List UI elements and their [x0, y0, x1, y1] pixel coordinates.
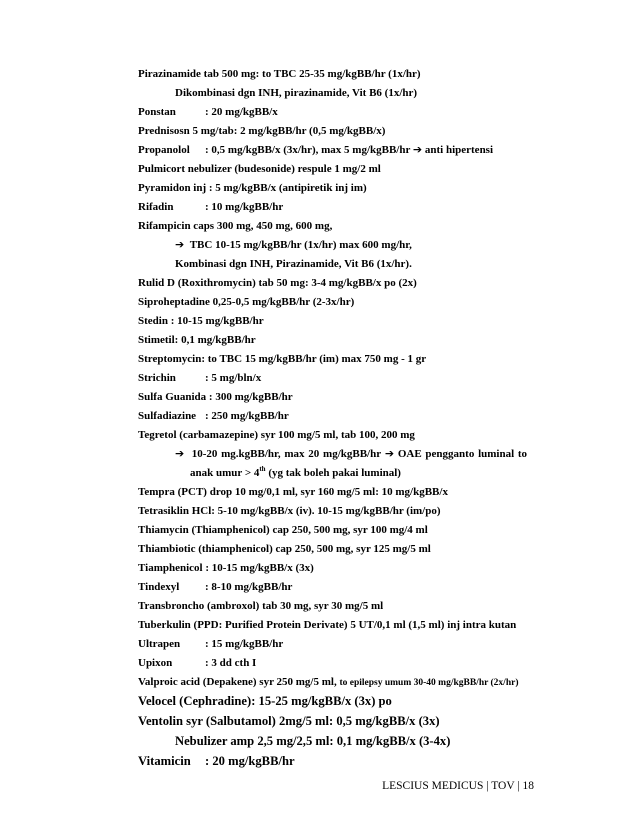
page-footer: LESCIUS MEDICUS | TOV | 18: [382, 780, 534, 792]
entry-tempra: Tempra (PCT) drop 10 mg/0,1 ml, syr 160 mg/5 ml: 10 mg/kgBB/x: [138, 486, 448, 498]
entry-vitamicin: Vitamicin : 20 mg/kgBB/hr: [138, 754, 295, 768]
entry-tindexyl: Tindexyl : 8-10 mg/kgBB/hr: [138, 581, 293, 593]
entry-ultrapen: Ultrapen : 15 mg/kgBB/hr: [138, 638, 284, 650]
entry-tuberkulin: Tuberkulin (PPD: Purified Protein Derivate) 5 UT/0,1 ml (1,5 ml) inj intra kutan: [138, 619, 517, 631]
entry-stimetil: Stimetil: 0,1 mg/kgBB/hr: [138, 334, 256, 346]
entry-stedin: Stedin : 10-15 mg/kgBB/hr: [138, 315, 264, 327]
entry-rifampicin-tbc: ➔ TBC 10-15 mg/kgBB/hr (1x/hr) max 600 mg/hr,: [175, 238, 412, 251]
entry-ventolin-nebulizer: Nebulizer amp 2,5 mg/2,5 ml: 0,1 mg/kgBB/x (3-4x): [175, 734, 451, 748]
entry-upixon: Upixon : 3 dd cth I: [138, 657, 257, 669]
entry-tegretol: Tegretol (carbamazepine) syr 100 mg/5 ml, tab 100, 200 mg: [138, 429, 415, 441]
entry-rifampicin-combo: Kombinasi dgn INH, Pirazinamide, Vit B6 (1x/hr).: [175, 258, 412, 270]
entry-thiambiotic: Thiambiotic (thiamphenicol) cap 250, 500 mg, syr 125 mg/5 ml: [138, 543, 431, 555]
entry-ventolin: Ventolin syr (Salbutamol) 2mg/5 ml: 0,5 mg/kgBB/x (3x): [138, 714, 440, 728]
arrow-icon: ➔: [384, 447, 395, 460]
arrow-icon: ➔: [175, 238, 185, 251]
entry-ponstan: Ponstan : 20 mg/kgBB/x: [138, 106, 278, 118]
entry-rifadin: Rifadin : 10 mg/kgBB/hr: [138, 201, 284, 213]
entry-tiamphenicol: Tiamphenicol : 10-15 mg/kgBB/x (3x): [138, 562, 314, 574]
entry-siproheptadine: Siproheptadine 0,25-0,5 mg/kgBB/hr (2-3x/hr): [138, 296, 355, 308]
entry-rifampicin: Rifampicin caps 300 mg, 450 mg, 600 mg,: [138, 220, 333, 232]
entry-velocel: Velocel (Cephradine): 15-25 mg/kgBB/x (3x) po: [138, 694, 392, 708]
entry-pulmicort: Pulmicort nebulizer (budesonide) respule 1 mg/2 ml: [138, 163, 381, 175]
entry-thiamycin: Thiamycin (Thiamphenicol) cap 250, 500 mg, syr 100 mg/4 ml: [138, 524, 428, 536]
arrow-icon: ➔: [175, 447, 185, 460]
entry-strichin: Strichin : 5 mg/bln/x: [138, 372, 262, 384]
entry-tetrasiklin: Tetrasiklin HCl: 5-10 mg/kgBB/x (iv). 10-15 mg/kgBB/hr (im/po): [138, 505, 441, 517]
entry-pirazinamide: Pirazinamide tab 500 mg: to TBC 25-35 mg/kgBB/hr (1x/hr): [138, 68, 421, 80]
entry-valproic-acid: Valproic acid (Depakene) syr 250 mg/5 ml, to epilepsy umum 30-40 mg/kgBB/hr (2x/hr): [138, 676, 519, 688]
arrow-icon: ➔: [412, 143, 423, 156]
entry-sulfadiazine: Sulfadiazine : 250 mg/kgBB/hr: [138, 410, 289, 422]
entry-tegretol-age: anak umur > 4th (yg tak boleh pakai luminal): [190, 465, 401, 479]
entry-pirazinamide-combo: Dikombinasi dgn INH, pirazinamide, Vit B6 (1x/hr): [175, 87, 418, 99]
entry-pyramidon: Pyramidon inj : 5 mg/kgBB/x (antipiretik inj im): [138, 182, 367, 194]
entry-tegretol-dose: ➔ 10-20 mg.kgBB/hr, max 20 mg/kgBB/hr ➔ OAE pengganto luminal to: [175, 447, 528, 460]
entry-transbroncho: Transbroncho (ambroxol) tab 30 mg, syr 30 mg/5 ml: [138, 600, 384, 612]
entry-streptomycin: Streptomycin: to TBC 15 mg/kgBB/hr (im) max 750 mg - 1 gr: [138, 353, 427, 365]
entry-prednisosn: Prednisosn 5 mg/tab: 2 mg/kgBB/hr (0,5 mg/kgBB/x): [138, 125, 386, 137]
entry-rulid: Rulid D (Roxithromycin) tab 50 mg: 3-4 mg/kgBB/x po (2x): [138, 277, 417, 289]
entry-sulfa-guanida: Sulfa Guanida : 300 mg/kgBB/hr: [138, 391, 293, 403]
entry-propanolol: Propanolol : 0,5 mg/kgBB/x (3x/hr), max 5 mg/kgBB/hr ➔ anti hipertensi: [138, 143, 494, 156]
